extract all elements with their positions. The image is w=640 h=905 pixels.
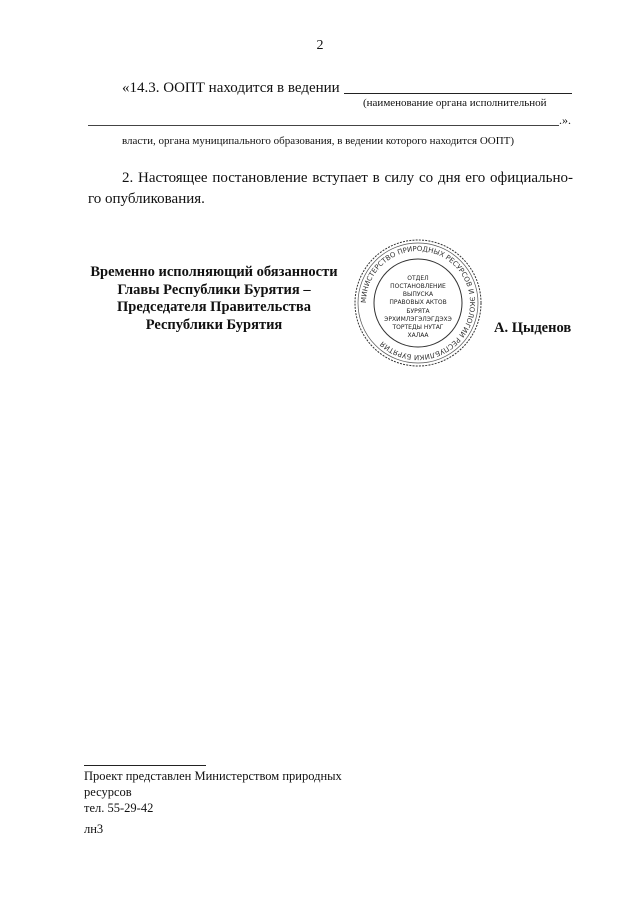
item-2-paragraph: 2. Настоящее постановление вступает в силу со дня его официально-го опубликования. — [88, 170, 573, 207]
footer-phone: тел. 55-29-42 — [84, 801, 154, 815]
clause-line-end: .». — [559, 113, 571, 127]
seal-ring-text: МИНИСТЕРСТВО ПРИРОДНЫХ РЕСУРСОВ И ЭКОЛОГИИ РЕСПУБЛИКИ БУРЯТИЯ — [359, 244, 477, 362]
fill-in-line-1 — [344, 93, 572, 94]
official-seal — [352, 237, 484, 369]
footer-divider — [84, 765, 206, 766]
signatory-title — [84, 264, 344, 334]
seal-line: ЭРХИМЛЭГЭЛЭГДЭХЭ — [384, 316, 452, 323]
clause-14-3-text: «14.3. ООПТ находится в ведении — [122, 80, 340, 96]
footer-code: лн3 — [84, 822, 104, 836]
signatory-title-line: Председателя Правительства — [117, 299, 311, 315]
clause-hint-line-1: (наименование органа исполнительной — [363, 97, 547, 109]
seal-line: ПРАВОВЫХ АКТОВ — [389, 299, 447, 306]
seal-line: БУРЯТА — [406, 308, 430, 315]
clause-hint-line-2: власти, органа муниципального образования, в ведении которого находится ООПТ) — [122, 135, 515, 147]
signatory-title-line: Главы Республики Бурятия – — [117, 281, 311, 298]
fill-in-line-2 — [88, 125, 559, 126]
seal-line: ОТДЕЛ — [407, 275, 429, 282]
seal-line: ВЫПУСКА — [402, 291, 434, 298]
signatory-name: А. Цыденов — [494, 320, 572, 336]
seal-line: ТОРТЕДЫ НУТАГ — [392, 324, 444, 331]
footer-project-note: Проект представлен Министерством природных ресурсов — [84, 769, 342, 799]
page-number: 2 — [316, 38, 324, 53]
signatory-title-line: Временно исполняющий обязанности — [90, 264, 338, 280]
seal-line: ХАЛАА — [407, 332, 429, 339]
signatory-title-line: Республики Бурятия — [145, 316, 283, 333]
seal-line: ПОСТАНОВЛЕНИЕ — [390, 283, 446, 290]
